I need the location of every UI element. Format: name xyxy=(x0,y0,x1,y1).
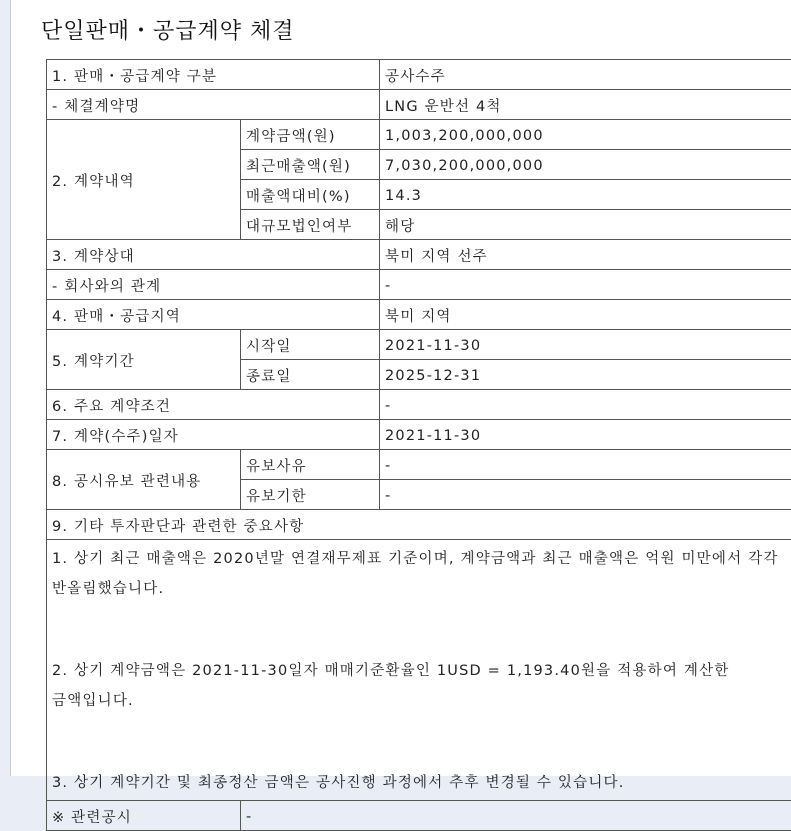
contract-name-label: - 체결계약명 xyxy=(47,90,380,120)
note-1: 1. 상기 최근 매출액은 2020년말 연결재무제표 기준이며, 계약금액과 최근 매출액은 억원 미만에서 각각 반올림했습니다. xyxy=(52,544,786,604)
table-row xyxy=(47,420,791,450)
contract-type-label: 1. 판매・공급계약 구분 xyxy=(47,60,380,90)
supply-region-label: 4. 판매・공급지역 xyxy=(47,300,380,330)
large-corp-value: 해당 xyxy=(380,210,791,240)
table-row xyxy=(47,540,791,801)
table-row xyxy=(47,390,791,420)
contract-amount-label: 계약금액(원) xyxy=(241,120,380,150)
main-terms-label: 6. 주요 계약조건 xyxy=(47,390,380,420)
document-title: 단일판매・공급계약 체결 xyxy=(41,14,295,45)
other-matters-label: 9. 기타 투자판단과 관련한 중요사항 xyxy=(47,510,791,540)
recent-sales-label: 최근매출액(원) xyxy=(241,150,380,180)
note-spacer xyxy=(52,716,786,768)
disclosure-table xyxy=(46,59,791,831)
table-row xyxy=(47,270,791,300)
supply-region-value: 북미 지역 xyxy=(380,300,791,330)
sales-ratio-value: 14.3 xyxy=(380,180,791,210)
recent-sales-value: 7,030,200,000,000 xyxy=(380,150,791,180)
start-date-value: 2021-11-30 xyxy=(380,330,791,360)
table-row xyxy=(47,450,791,480)
contract-type-value: 공사수주 xyxy=(380,60,791,90)
table-row xyxy=(47,90,791,120)
deferral-reason-value: - xyxy=(380,450,791,480)
notes-cell xyxy=(47,540,791,801)
deferral-period-label: 유보기한 xyxy=(241,480,380,510)
table-row xyxy=(47,801,791,831)
document-page xyxy=(10,0,791,776)
contract-period-label: 5. 계약기간 xyxy=(47,330,241,390)
end-date-value: 2025-12-31 xyxy=(380,360,791,390)
deferral-reason-label: 유보사유 xyxy=(241,450,380,480)
note-spacer xyxy=(52,604,786,656)
note-3: 3. 상기 계약기간 및 최종정산 금액은 공사진행 과정에서 추후 변경될 수 있습니다. xyxy=(52,768,786,798)
contract-name-value: LNG 운반선 4척 xyxy=(380,90,791,120)
table-row xyxy=(47,120,791,150)
contract-details-label: 2. 계약내역 xyxy=(47,120,241,240)
table-row xyxy=(47,300,791,330)
contract-date-value: 2021-11-30 xyxy=(380,420,791,450)
table-row xyxy=(47,330,791,360)
relationship-label: - 회사와의 관계 xyxy=(47,270,380,300)
end-date-label: 종료일 xyxy=(241,360,380,390)
main-terms-value: - xyxy=(380,390,791,420)
counterparty-label: 3. 계약상대 xyxy=(47,240,380,270)
deferral-period-value: - xyxy=(380,480,791,510)
related-disclosure-label: ※ 관련공시 xyxy=(47,801,241,831)
table-row xyxy=(47,240,791,270)
sales-ratio-label: 매출액대비(%) xyxy=(241,180,380,210)
large-corp-label: 대규모법인여부 xyxy=(241,210,380,240)
table-row xyxy=(47,510,791,540)
contract-date-label: 7. 계약(수주)일자 xyxy=(47,420,380,450)
related-disclosure-value: - xyxy=(241,801,791,831)
contract-amount-value: 1,003,200,000,000 xyxy=(380,120,791,150)
note-2: 2. 상기 계약금액은 2021-11-30일자 매매기준환율인 1USD = 1,193.40원을 적용하여 계산한 금액입니다. xyxy=(52,656,786,716)
disclosure-deferral-label: 8. 공시유보 관련내용 xyxy=(47,450,241,510)
counterparty-value: 북미 지역 선주 xyxy=(380,240,791,270)
relationship-value: - xyxy=(380,270,791,300)
start-date-label: 시작일 xyxy=(241,330,380,360)
table-row xyxy=(47,60,791,90)
